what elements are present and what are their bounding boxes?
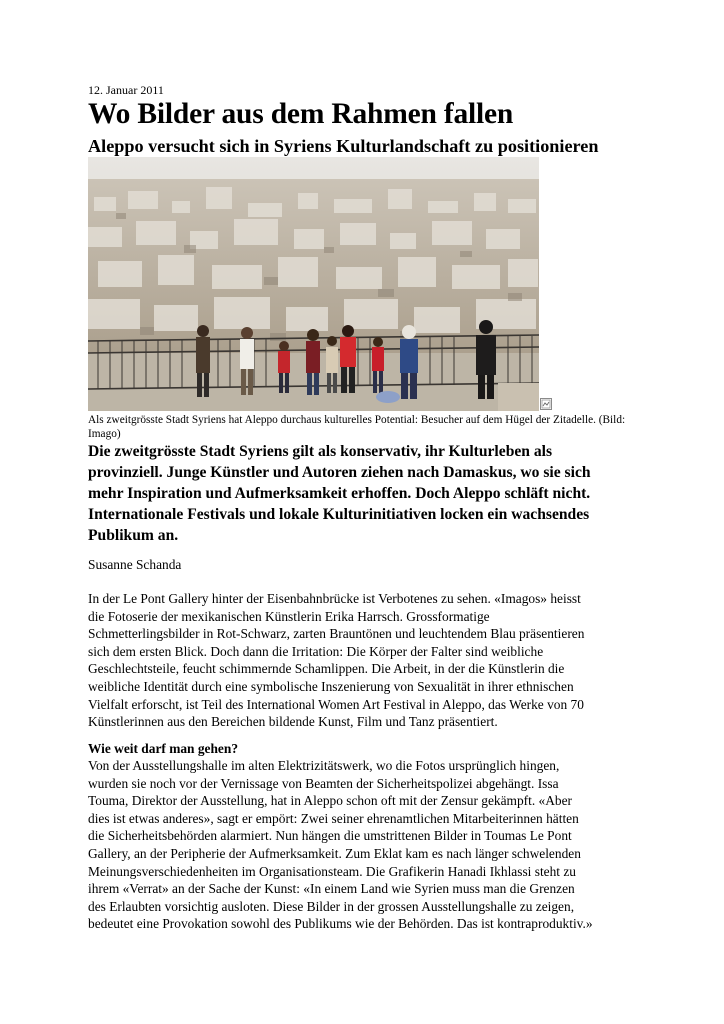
section-heading: Wie weit darf man gehen? [88,741,239,756]
paragraph-2 [88,757,650,933]
broken-image-icon [540,398,552,410]
paragraph-line: weibliche Identität durch eine symbolische Inszenierung von Sexualität in ihrer ethnischen [88,678,574,694]
paragraph-line: Vielfalt erforscht, ist Teil des International Women Art Festival in Aleppo, das Werke von 70 [88,696,584,712]
article-author: Susanne Schanda [88,557,182,572]
paragraph-line: Meinungsverschiedenheiten im Organisationsteam. Die Grafikerin Hanadi Ikhlassi steht zu [88,863,577,879]
lead-line: Publikum an. [88,527,179,544]
paragraph-line: Von der Ausstellungshalle im alten Elektrizitätswerk, wo die Fotos ursprünglich hingen, [88,758,560,773]
photo-caption: Als zweitgrösste Stadt Syriens hat Aleppo durchaus kulturelles Potential: Besucher auf dem Hügel der Zitadelle. (Bild: Imago) [88,414,626,440]
lead-line: provinziell. Junge Künstler und Autoren ziehen nach Damaskus, wo sie sich [88,464,591,481]
paragraph-line: sich dem ersten Blick. Doch dann die Irritation: Die Körper der Falter sind weibliche [88,643,544,659]
article-photo [88,157,539,411]
article-title: Wo Bilder aus dem Rahmen fallen [88,98,514,130]
paragraph-line: des Erlaubten vorsichtig ausloten. Diese Bilder in der grossen Ausstellungshalle zu zeigen, [88,898,575,914]
paragraph-line: Geschlechtsteile, feucht schimmernde Schamlippen. Die Arbeit, in der die Künstlerin die [88,661,565,677]
article-subtitle: Aleppo versucht sich in Syriens Kulturlandschaft zu positionieren [88,136,599,156]
paragraph-line: In der Le Pont Gallery hinter der Eisenbahnbrücke ist Verbotenes zu sehen. «Imagos» heisst [88,591,581,606]
lead-line: mehr Inspiration und Aufmerksamkeit erhoffen. Doch Aleppo schläft nicht. [88,485,591,502]
article-lead [88,441,648,546]
paragraph-line: Künstlerinnen aus den Bereichen bildende Kunst, Film und Tanz präsentiert. [88,714,498,730]
lead-line: Die zweitgrösste Stadt Syriens gilt als konservativ, ihr Kulturleben als [88,443,553,460]
paragraph-line: bedeutet eine Provokation sowohl des Publikums wie der Behörden. Das ist kontraproduktiv.» [88,916,593,932]
paragraph-line: Touma, Direktor der Ausstellung, hat in Aleppo schon oft mit der Zensur gekämpft. «Aber [88,793,572,809]
paragraph-line: dies ist etwas anderes», sagt er empört: Zwei seiner ehrenamtlichen Mitarbeiterinnen hätten [88,810,579,826]
paragraph-line: wurden sie noch vor der Vernissage von Beamten der Sicherheitspolizei abgehängt. Issa [88,775,559,791]
paragraph-line: die Sicherheitsbehörden alarmiert. Nun hängen die umstrittenen Bilder in Toumas Le Pont [88,828,572,844]
paragraph-line: Schmetterlingsbilder in Rot-Schwarz, zarten Brauntönen und leuchtendem Blau präsentieren [88,626,585,642]
paragraph-line: ihrem «Verrat» an der Sache der Kunst: «In einem Land wie Syrien muss man die Grenzen [88,881,575,897]
article-date: 12. Januar 2011 [88,83,164,97]
paragraph-line: die Fotoserie der mexikanischen Künstlerin Erika Harrsch. Grossformatige [88,608,490,624]
lead-line: Internationale Festivals und lokale Kulturinitiativen locken ein wachsendes [88,506,590,523]
paragraph-line: Gallery, an der Peripherie der Aufmerksamkeit. Zum Eklat kam es nach länger schwelenden [88,845,581,861]
paragraph-1 [88,590,648,731]
